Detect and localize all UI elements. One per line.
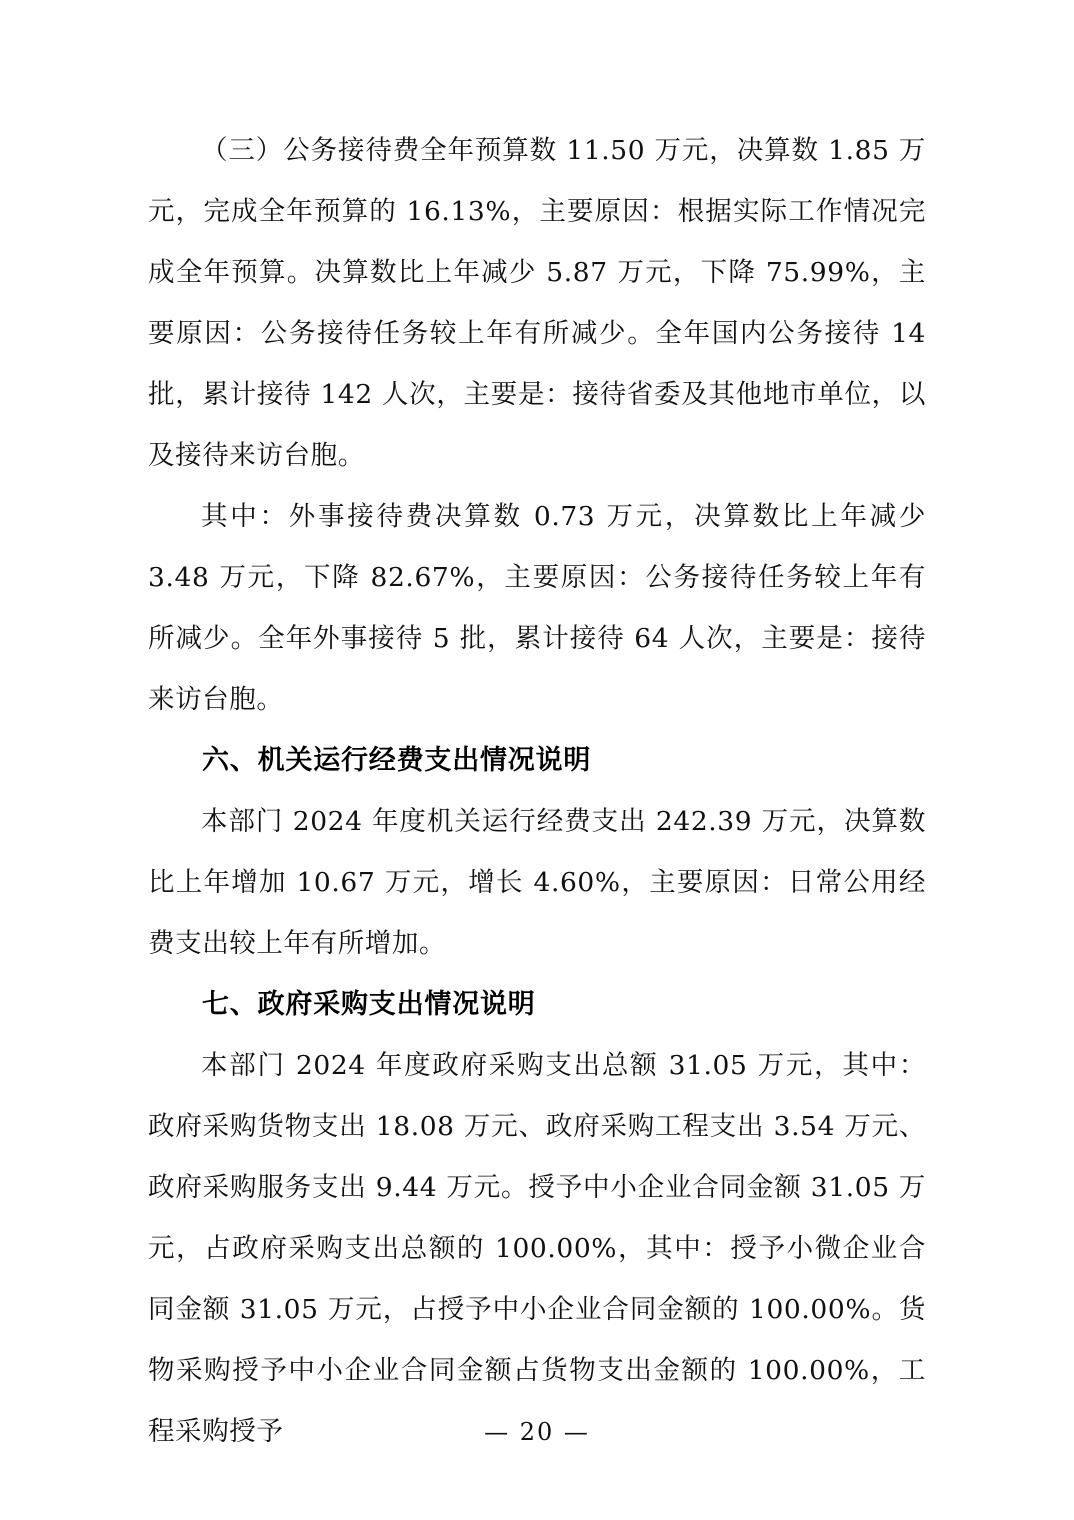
- paragraph-foreign-affairs-hospitality: 其中：外事接待费决算数 0.73 万元，决算数比上年减少 3.48 万元，下降 82.67%，主要原因：公务接待任务较上年有所减少。全年外事接待 5 批，累计接待 64 人次，主要是：接待来访台胞。: [148, 501, 926, 715]
- heading-agency-operating-expenses: 六、机关运行经费支出情况说明: [202, 745, 592, 776]
- page-number: — 20 —: [484, 1418, 590, 1446]
- paragraph-hospitality-expense: （三）公务接待费全年预算数 11.50 万元，决算数 1.85 万元，完成全年预算的 16.13%，主要原因：根据实际工作情况完成全年预算。决算数比上年减少 5.87 万元，下降 75.99%，主要原因：公务接待任务较上年有所减少。全年国内公务接待 14 批，累计接待 142 人次，主要是：接待省委及其他地市单位，以及接待来访台胞。: [148, 135, 926, 471]
- document-body: [148, 120, 926, 1462]
- paragraph-agency-operating-expenses: 本部门 2024 年度机关运行经费支出 242.39 万元，决算数比上年增加 10.67 万元，增长 4.60%，主要原因：日常公用经费支出较上年有所增加。: [148, 806, 926, 959]
- heading-government-procurement: 七、政府采购支出情况说明: [202, 989, 536, 1020]
- paragraph-government-procurement: 本部门 2024 年度政府采购支出总额 31.05 万元，其中：政府采购货物支出 18.08 万元、政府采购工程支出 3.54 万元、政府采购服务支出 9.44 万元。授予中小企业合同金额 31.05 万元，占政府采购支出总额的 100.00%，其中：授予小微企业合同金额 31.05 万元，占授予中小企业合同金额的 100.00%。货物采购授予中小企业合同金额占货物支出金额的 100.00%，工程采购授予: [148, 1050, 926, 1447]
